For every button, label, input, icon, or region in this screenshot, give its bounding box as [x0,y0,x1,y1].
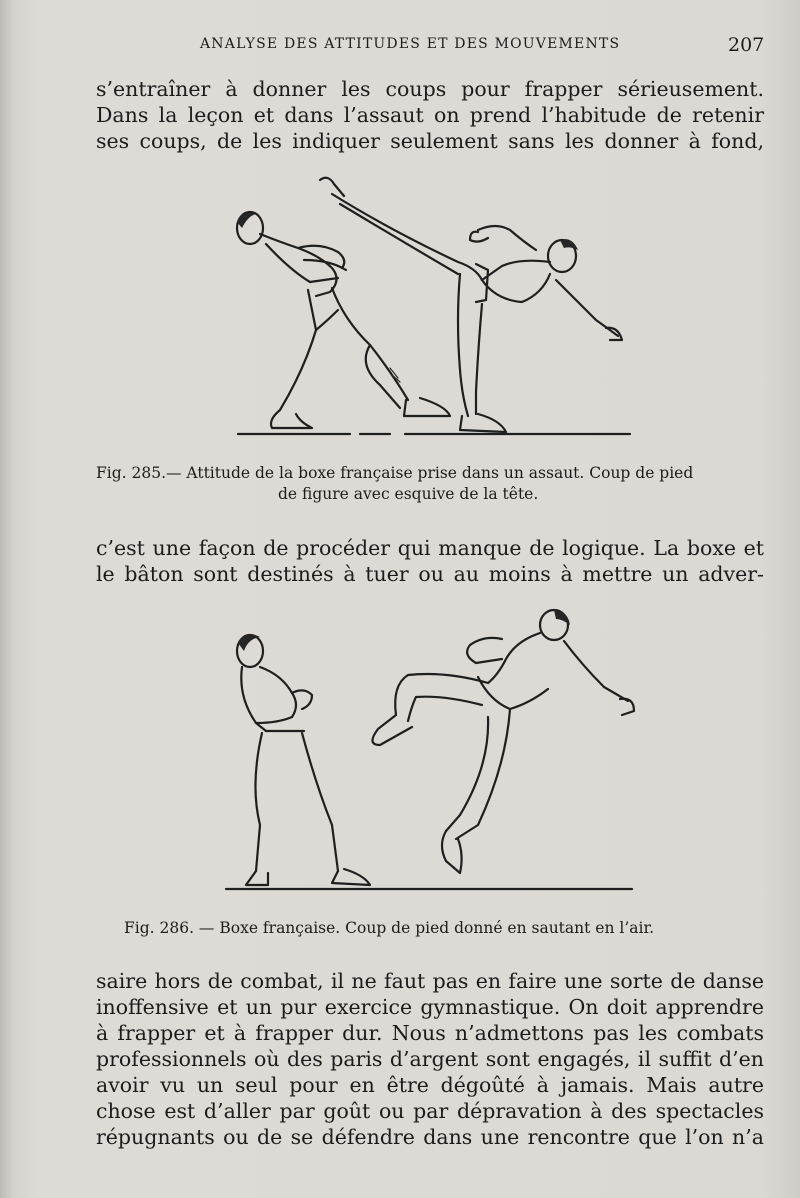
standing-boxer-figure [237,634,370,885]
text-line: ses coups, de les indiquer seulement sans les donner à fond, [96,129,764,153]
right-boxer-figure [320,178,622,432]
text-line: inoffensive et un pur exercice gymnastique. On doit apprendre [96,995,764,1019]
text-line: le bâton sont destinés à tuer ou au moins à mettre un adver- [96,562,764,586]
jumping-boxer-figure [372,610,634,873]
text-line: avoir vu un seul pour en être dégoûté à jamais. Mais autre [96,1073,764,1097]
paragraph-2 [96,535,764,587]
text-line: chose est d’aller par goût ou par dépravation à des spectacles [96,1099,764,1123]
figure-285-illustration [220,170,650,445]
text-line: c’est une façon de procéder qui manque de logique. La boxe et [96,536,764,560]
page-number: 207 [728,34,765,56]
running-head: ANALYSE DES ATTITUDES ET DES MOUVEMENTS [200,36,621,52]
paragraph-1 [96,76,764,154]
figure-286-caption: Fig. 286. — Boxe française. Coup de pied donné en sautant en l’air. [124,919,655,937]
text-line: saire hors de combat, il ne faut pas en faire une sorte de danse [96,969,764,993]
text-line: professionnels où des paris d’argent sont engagés, il suffit d’en [96,1047,764,1071]
paragraph-3 [96,968,764,1150]
left-boxer-figure [237,212,450,428]
figure-285-caption-line-2: de figure avec esquive de la tête. [278,485,539,503]
text-line: répugnants ou de se défendre dans une rencontre que l’on n’a [96,1125,764,1149]
figure-286-illustration [220,605,650,900]
text-line: s’entraîner à donner les coups pour frapper sérieusement. [96,77,764,101]
figure-285-caption-line-1: Fig. 285.— Attitude de la boxe française prise dans un assaut. Coup de pied [96,464,694,482]
text-line: à frapper et à frapper dur. Nous n’admettons pas les combats [96,1021,764,1045]
text-line: Dans la leçon et dans l’assaut on prend l’habitude de retenir [96,103,764,127]
